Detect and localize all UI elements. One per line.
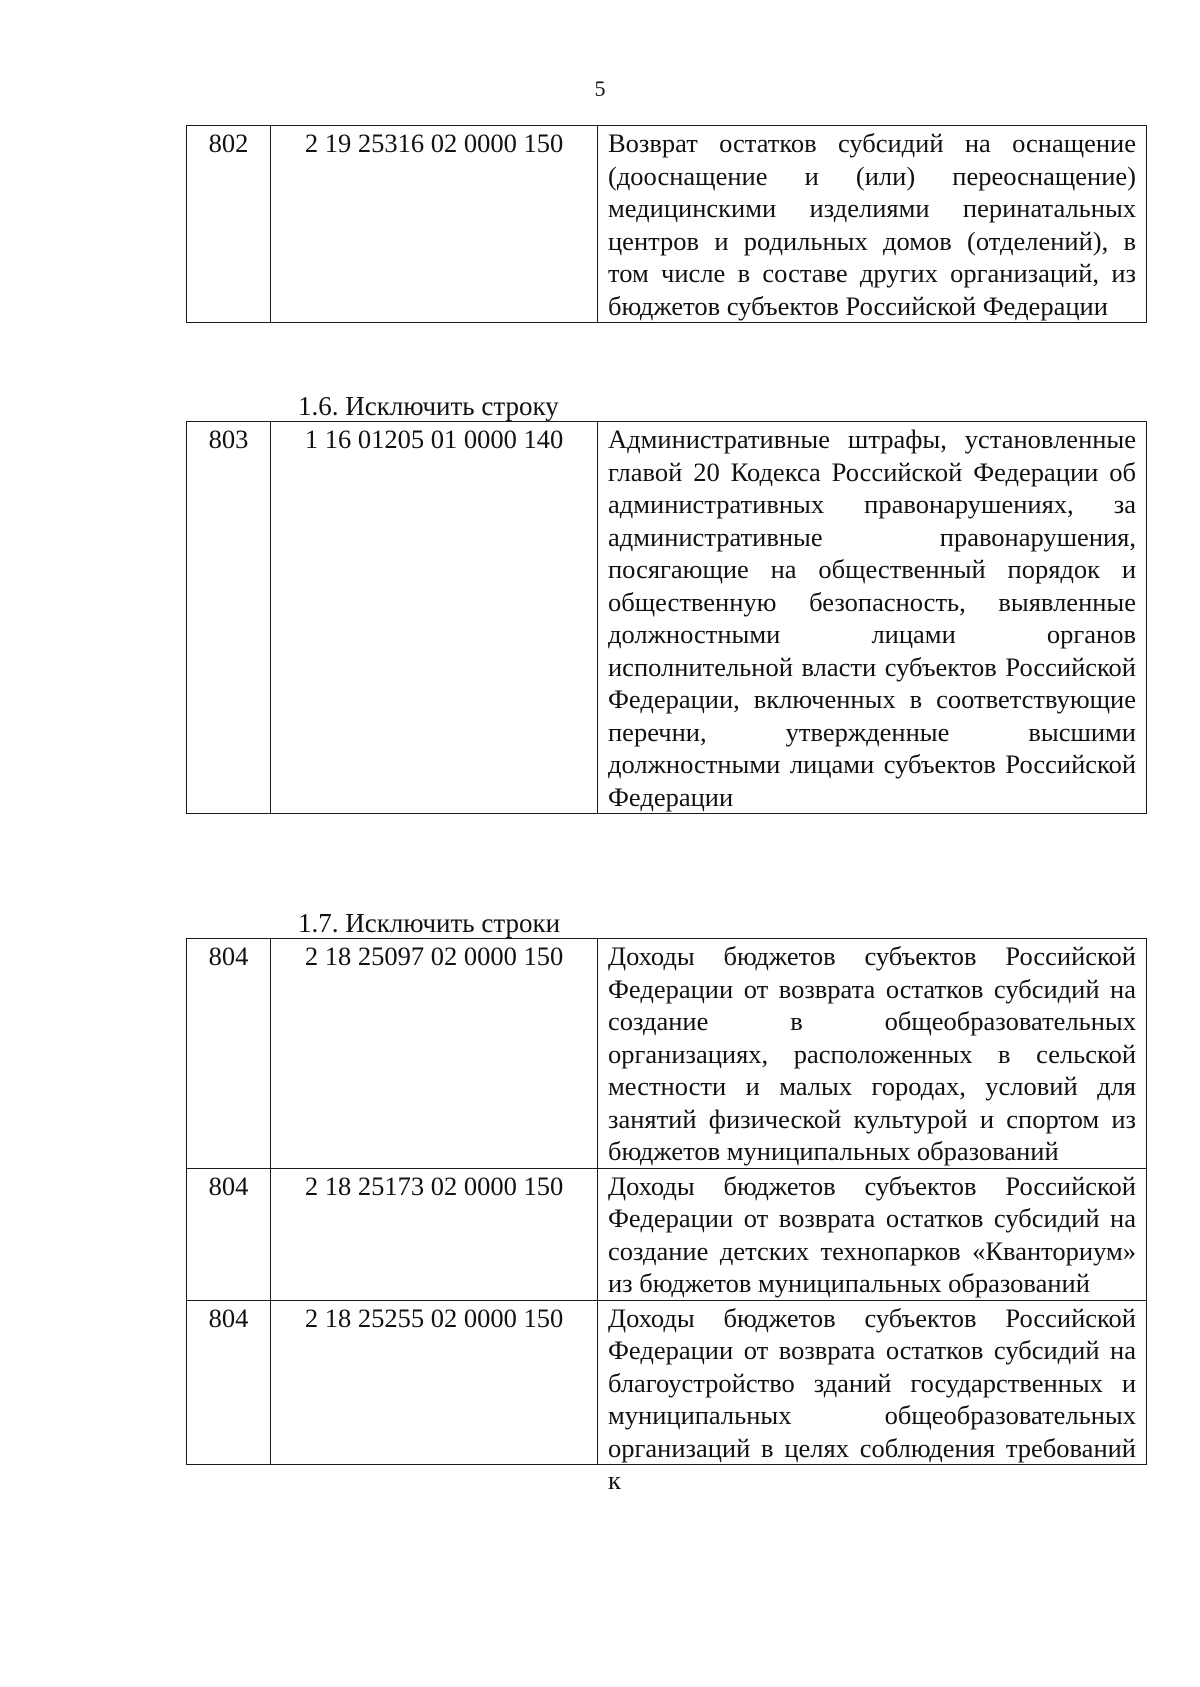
admin-code-cell: 804 [187, 1168, 271, 1300]
kbk-code-cell: 2 18 25097 02 0000 150 [271, 939, 598, 1169]
kbk-code-cell: 2 19 25316 02 0000 150 [271, 126, 598, 323]
budget-table-continued [186, 125, 1147, 323]
description-cell: Доходы бюджетов субъектов Российской Федерации от возврата остатков субсидий на создание в общеобразовательных организациях, расположенных в сельской местности и малых городах, условий для занятий физической культурой и спортом из бюджетов муниципальных образований [598, 939, 1147, 1169]
kbk-code-cell: 1 16 01205 01 0000 140 [271, 422, 598, 814]
description-text: Доходы бюджетов субъектов Российской Федерации от возврата остатков субсидий на благоустройство зданий государственных и муниципальных общеобразовательных организаций в целях соблюдения требований к [608, 1302, 1136, 1495]
table-row [187, 422, 1147, 814]
table-row [187, 1300, 1147, 1464]
description-cell-truncated [598, 1300, 1147, 1495]
admin-code-cell: 803 [187, 422, 271, 814]
description-cell: Административные штрафы, установленные главой 20 Кодекса Российской Федерации об административных правонарушениях, за административные правонарушения, посягающие на общественный порядок и общественную безопасность, выявленные должностными лицами органов исполнительной власти субъектов Российской Федерации, включенных в соответствующие перечни, утвержденные высшими должностными лицами субъектов Российской Федерации [598, 422, 1147, 814]
budget-table-1-6 [186, 421, 1147, 814]
description-cell: Доходы бюджетов субъектов Российской Федерации от возврата остатков субсидий на создание детских технопарков «Кванториум» из бюджетов муниципальных образований [598, 1168, 1147, 1300]
admin-code-cell: 804 [187, 939, 271, 1169]
page-number: 5 [594, 76, 606, 101]
admin-code-cell: 804 [187, 1300, 271, 1464]
table-row [187, 126, 1147, 323]
section-heading-1-6: 1.6. Исключить строку [298, 391, 559, 421]
admin-code-cell: 802 [187, 126, 271, 323]
table-row [187, 939, 1147, 1169]
description-cell: Возврат остатков субсидий на оснащение (дооснащение и (или) переоснащение) медицинскими изделиями перинатальных центров и родильных домов (отделений), в том числе в составе других организаций, из бюджетов субъектов Российской Федерации [598, 126, 1147, 323]
kbk-code-cell: 2 18 25173 02 0000 150 [271, 1168, 598, 1300]
section-heading-1-7: 1.7. Исключить строки [298, 908, 561, 938]
budget-table-1-7 [186, 938, 1147, 1495]
kbk-code-cell: 2 18 25255 02 0000 150 [271, 1300, 598, 1464]
table-row [187, 1168, 1147, 1300]
